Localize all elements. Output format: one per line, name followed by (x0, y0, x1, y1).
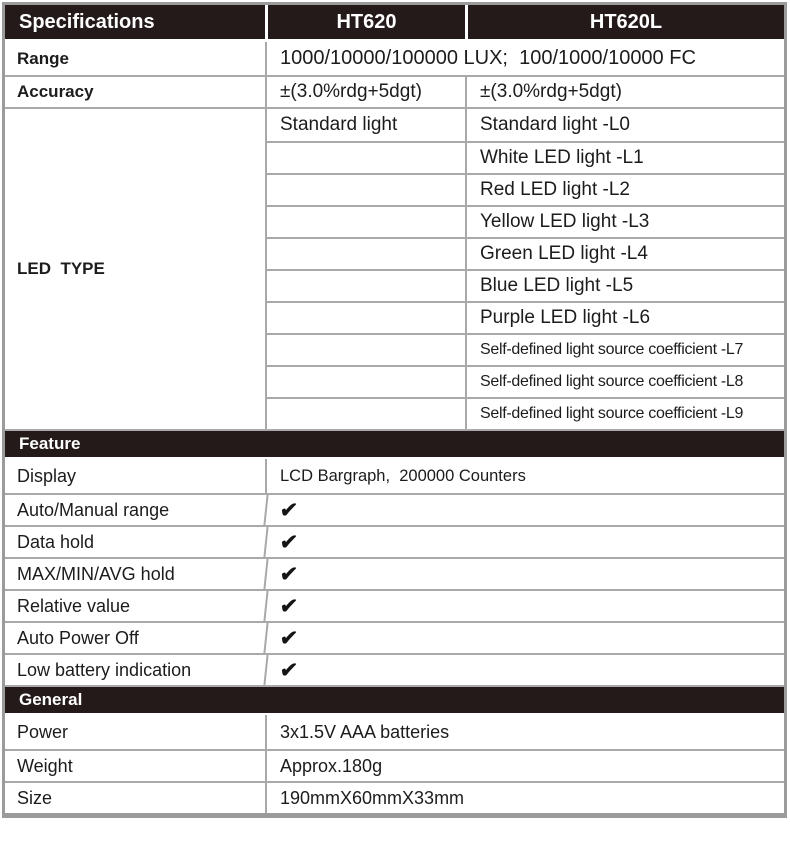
general-value: 190mmX60mmX33mm (265, 783, 784, 813)
feature-label: MAX/MIN/AVG hold (17, 563, 175, 584)
led-ht620l-value: Self-defined light source coefficient -L9 (465, 399, 784, 429)
feature-label: Low battery indication (17, 659, 192, 680)
checkmark-icon: ✔ (263, 527, 785, 557)
led-ht620-value (267, 175, 465, 205)
general-label: Size (17, 787, 53, 808)
display-row (5, 459, 784, 493)
led-row (267, 237, 784, 269)
header-specifications: Specifications (19, 10, 155, 33)
general-label: Weight (17, 755, 73, 776)
table-header-row (5, 5, 784, 42)
feature-section-header: Feature (5, 429, 784, 459)
header-ht620l: HT620L (465, 5, 784, 39)
checkmark-icon: ✔ (263, 559, 785, 589)
led-ht620l-value: Self-defined light source coefficient -L8 (465, 367, 784, 397)
feature-row (5, 653, 784, 685)
display-label: Display (17, 465, 77, 486)
checkmark-icon: ✔ (263, 623, 785, 653)
led-type-label: LED TYPE (17, 259, 105, 278)
led-ht620-value (267, 207, 465, 237)
led-ht620l-value: Red LED light -L2 (465, 175, 784, 205)
accuracy-label: Accuracy (17, 82, 94, 101)
led-row (267, 397, 784, 429)
spec-table (2, 2, 787, 818)
feature-label: Relative value (17, 595, 131, 616)
general-row (5, 715, 784, 749)
general-value: 3x1.5V AAA batteries (265, 715, 784, 749)
range-row (5, 42, 784, 75)
general-row (5, 749, 784, 781)
checkmark-icon: ✔ (263, 655, 785, 685)
led-ht620l-value: Purple LED light -L6 (465, 303, 784, 333)
led-ht620-value: Standard light (280, 114, 398, 135)
accuracy-ht620l: ±(3.0%rdg+5dgt) (465, 77, 784, 107)
led-row (267, 173, 784, 205)
led-ht620l-value: Yellow LED light -L3 (465, 207, 784, 237)
led-row (267, 301, 784, 333)
led-ht620-value (267, 399, 465, 429)
led-type-block (5, 107, 784, 429)
general-label: Power (17, 721, 69, 742)
feature-row (5, 621, 784, 653)
feature-row (5, 557, 784, 589)
led-row (267, 141, 784, 173)
led-type-rows (265, 109, 784, 429)
feature-label: Auto/Manual range (17, 499, 170, 520)
feature-row (5, 525, 784, 557)
led-row (267, 365, 784, 397)
general-row (5, 781, 784, 813)
feature-row (5, 589, 784, 621)
led-row (267, 205, 784, 237)
led-ht620-value (267, 335, 465, 365)
feature-label: Data hold (17, 531, 95, 552)
display-value: LCD Bargraph, 200000 Counters (265, 459, 784, 493)
accuracy-ht620: ±(3.0%rdg+5dgt) (265, 77, 465, 107)
led-ht620l-value: Self-defined light source coefficient -L7 (465, 335, 784, 365)
led-row (267, 333, 784, 365)
led-ht620l-value: Blue LED light -L5 (465, 271, 784, 301)
led-ht620l-value: White LED light -L1 (465, 143, 784, 173)
led-ht620-value (267, 367, 465, 397)
led-ht620l-value: Green LED light -L4 (465, 239, 784, 269)
general-value: Approx.180g (265, 751, 784, 781)
header-ht620: HT620 (265, 5, 465, 39)
led-ht620-value (267, 239, 465, 269)
general-section-header: General (5, 685, 784, 715)
led-ht620-value (267, 143, 465, 173)
led-ht620-value (267, 271, 465, 301)
led-row (267, 109, 784, 141)
checkmark-icon: ✔ (263, 591, 785, 621)
led-ht620l-value: Standard light -L0 (465, 109, 784, 141)
led-row (267, 269, 784, 301)
range-label: Range (17, 48, 69, 68)
range-value: 1000/10000/100000 LUX; 100/1000/10000 FC (265, 42, 784, 75)
led-ht620-value (267, 303, 465, 333)
feature-label: Auto Power Off (17, 627, 139, 648)
feature-row (5, 493, 784, 525)
checkmark-icon: ✔ (263, 495, 785, 525)
accuracy-row (5, 75, 784, 107)
